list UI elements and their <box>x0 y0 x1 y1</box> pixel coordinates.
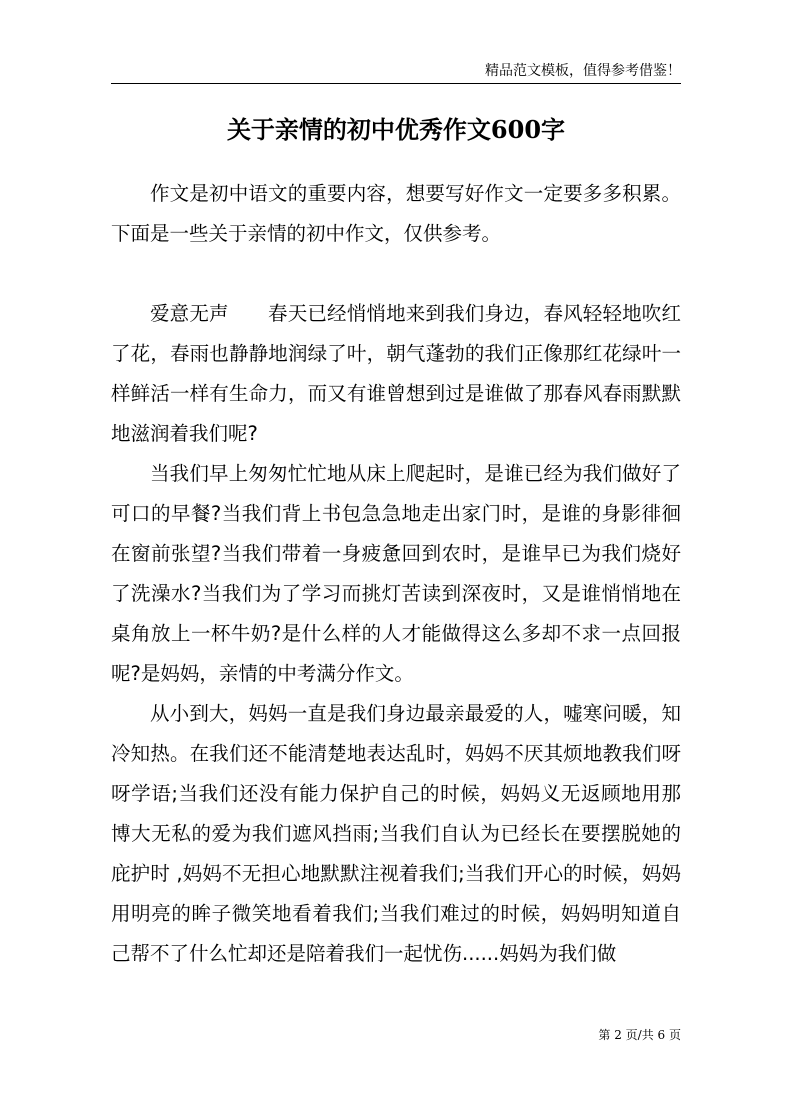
document-title: 关于亲情的初中优秀作文600字 <box>226 115 566 144</box>
body-paragraph: 当我们早上匆匆忙忙地从床上爬起时，是谁已经为我们做好了可口的早餐?当我们背上书包急急地走出家门时，是谁的身影徘徊在窗前张望?当我们带着一身疲惫回到农时，是谁早已为我们烧好了洗澡水?当我们为了学习而挑灯苦读到深夜时，又是谁悄悄地在桌角放上一杯牛奶?是什么样的人才能做得这么多却不求一点回报呢?是妈妈，亲情的中考满分作文。 <box>111 462 681 685</box>
blank-line-spacer <box>111 254 681 294</box>
page-header: 精品范文模板，值得参考借鉴！ <box>485 63 681 79</box>
body-paragraph: 从小到大，妈妈一直是我们身边最亲最爱的人，嘘寒问暖，知冷知热。在我们还不能清楚地表达乱时，妈妈不厌其烦地教我们呀呀学语;当我们还没有能力保护自己的时候，妈妈义无返顾地用那博大无私的爱为我们遮风挡雨;当我们自认为已经长在要摆脱她的庇护时 ,妈妈不无担心地默默注视着我们;当我们开心的时候，妈妈用明亮的眸子微笑地看着我们;当我们难过的时候，妈妈明知道自己帮不了什么忙却还是陪着我们一起忧伤......妈妈为我们做 <box>111 702 681 965</box>
intro-paragraph: 作文是初中语文的重要内容，想要写好作文一定要多多积累。下面是一些关于亲情的初中作文，仅供参考。 <box>111 182 681 245</box>
document-body <box>111 174 681 974</box>
page-number: 第 2 页/共 6 页 <box>598 1028 681 1042</box>
header-divider <box>111 83 681 84</box>
body-paragraph: 爱意无声 春天已经悄悄地来到我们身边，春风轻轻地吹红了花，春雨也静静地润绿了叶，朝气蓬勃的我们正像那红花绿叶一样鲜活一样有生命力，而又有谁曾想到过是谁做了那春风春雨默默地滋润着我们呢? <box>111 302 681 445</box>
